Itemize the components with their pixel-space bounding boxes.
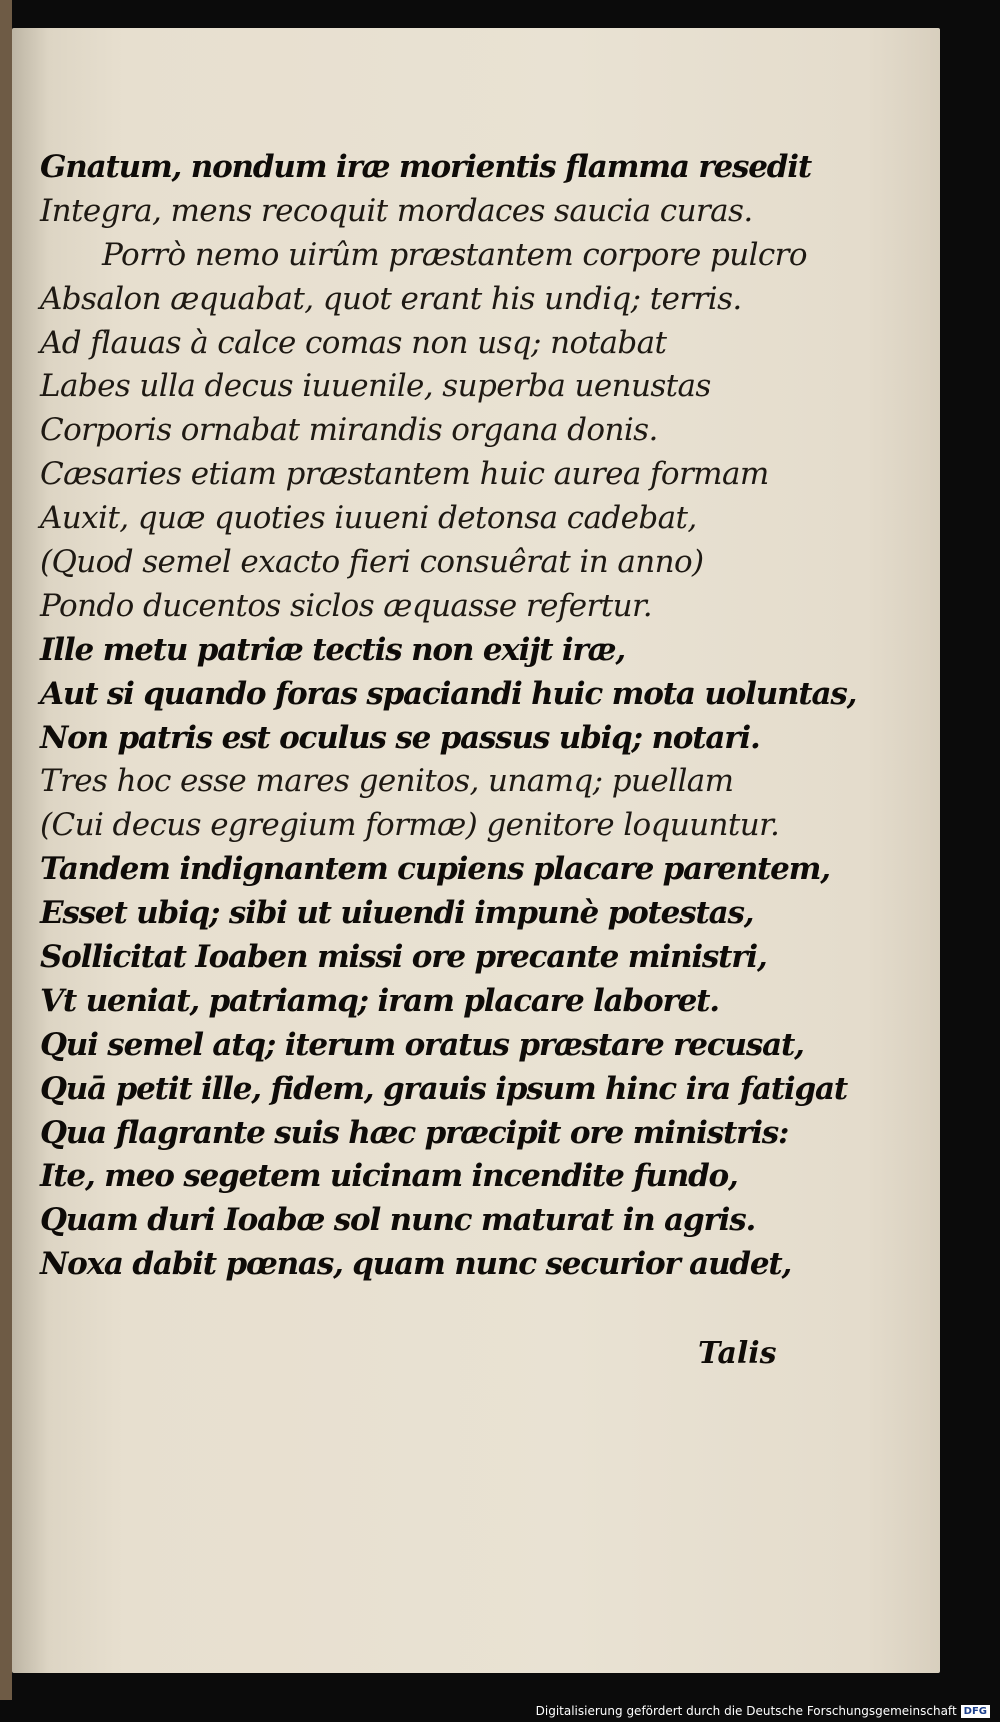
book-page — [12, 28, 940, 1673]
verse-line: Ille metu patriæ tectis non exijt iræ, — [40, 631, 625, 668]
verse-line: Ad flauas à calce comas non usq; notabat — [40, 324, 667, 361]
verse-line: Quā petit ille, fidem, grauis ipsum hinc ira fatigat — [40, 1070, 847, 1107]
verse-line: Labes ulla decus iuuenile, superba uenustas — [40, 368, 711, 405]
verse-line: Quam duri Ioabæ sol nunc maturat in agris. — [40, 1202, 756, 1239]
verse-line: Corporis ornabat mirandis organa donis. — [40, 412, 658, 449]
verse-line: Auxit, quæ quoties iuueni detonsa cadebat, — [40, 500, 697, 537]
dfg-logo: DFG — [961, 1705, 990, 1718]
verse-line: Integra, mens recoquit mordaces saucia curas. — [40, 192, 753, 229]
verse-line: Qua flagrante suis hæc præcipit ore ministris: — [40, 1114, 789, 1151]
verse-line: Tres hoc esse mares genitos, unamq; puellam — [40, 763, 734, 800]
verse-line: Vt ueniat, patriamq; iram placare laboret. — [40, 982, 719, 1019]
verse-line: Absalon æquabat, quot erant his undiq; terris. — [40, 280, 742, 317]
verse-line: Non patris est oculus se passus ubiq; notari. — [40, 719, 760, 756]
digitization-credit — [536, 1704, 990, 1718]
verse-line: Gnatum, nondum iræ morientis flamma resedit — [40, 149, 811, 185]
verse-line: (Cui decus egregium formæ) genitore loquuntur. — [40, 807, 780, 844]
verse-line: Aut si quando foras spaciandi huic mota uoluntas, — [40, 675, 857, 712]
verse-line: Esset ubiq; sibi ut uiuendi impunè potestas, — [40, 895, 754, 932]
verse-line: Pondo ducentos siclos æquasse refertur. — [40, 587, 653, 624]
verse-line: (Quod semel exacto fieri consuêrat in anno) — [40, 544, 704, 581]
verse-line: Qui semel atq; iterum oratus præstare recusat, — [40, 1026, 804, 1063]
credit-text: Digitalisierung gefördert durch die Deutsche Forschungsgemeinschaft — [535, 1704, 957, 1718]
verse-line: Tandem indignantem cupiens placare parentem, — [40, 851, 830, 888]
verse-line: Noxa dabit pœnas, quam nunc securior audet, — [40, 1246, 792, 1283]
catchword: Talis — [698, 1336, 777, 1371]
verse-line: Sollicitat Ioaben missi ore precante ministri, — [40, 939, 767, 976]
poem-text — [40, 146, 857, 1287]
verse-line: Cæsaries etiam præstantem huic aurea formam — [40, 456, 769, 493]
verse-line: Ite, meo segetem uicinam incendite fundo, — [40, 1158, 738, 1195]
verse-line: Porrò nemo uirûm præstantem corpore pulcro — [102, 236, 807, 273]
